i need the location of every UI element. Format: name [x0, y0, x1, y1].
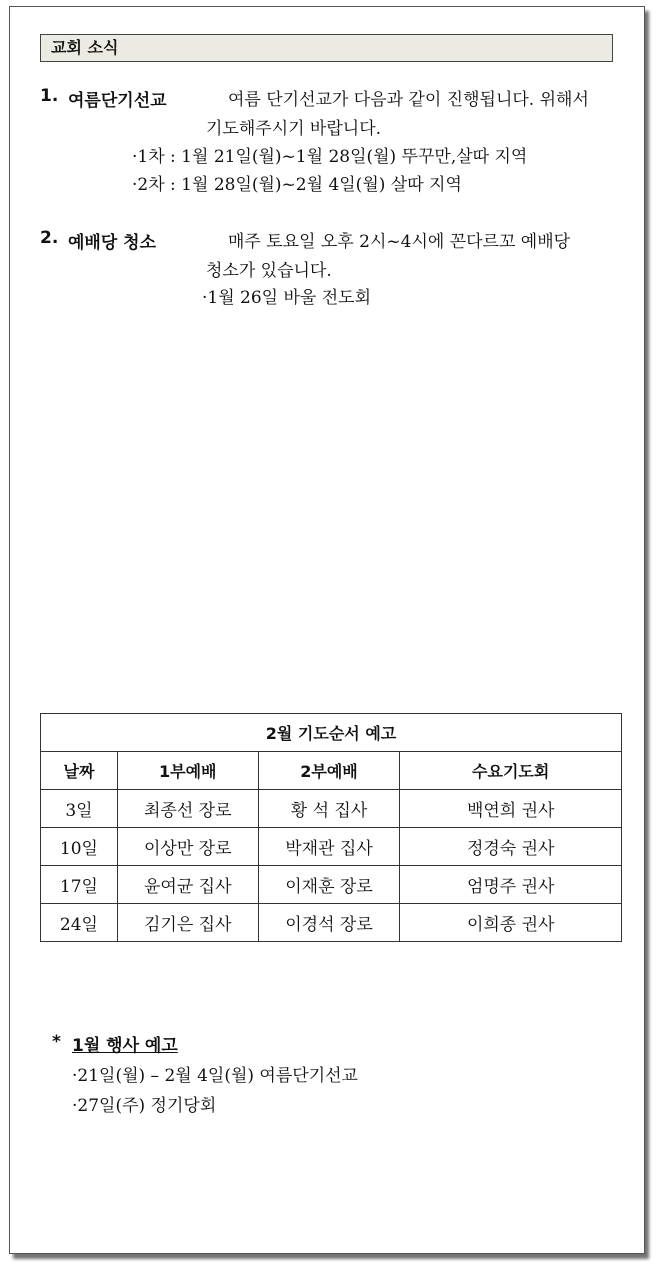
news-item-2-number: 2.: [40, 228, 59, 248]
cell-service-1: 윤여균 집사: [117, 866, 258, 904]
cell-date: 17일: [41, 866, 118, 904]
cell-wednesday-prayer: 정경숙 권사: [400, 828, 622, 866]
news-item-2-line1: 매주 토요일 오후 2시~4시에 꼰다르꼬 예배당: [228, 232, 571, 252]
news-item-1-line2: 기도해주시기 바랍니다.: [206, 119, 382, 139]
news-item-2-line2: 청소가 있습니다.: [206, 261, 332, 281]
event-item-1: ·21일(월) – 2월 4일(월) 여름단기선교: [72, 1066, 358, 1086]
cell-wednesday-prayer: 이희종 권사: [400, 904, 622, 942]
cell-wednesday-prayer: 백연희 권사: [400, 790, 622, 828]
cell-wednesday-prayer: 엄명주 권사: [400, 866, 622, 904]
cell-date: 10일: [41, 828, 118, 866]
prayer-table-title: 2월 기도순서 예고: [41, 714, 622, 752]
cell-date: 24일: [41, 904, 118, 942]
news-item-1-title: 여름단기선교: [68, 91, 167, 111]
cell-service-1: 이상만 장로: [117, 828, 258, 866]
news-item-1-line1: 여름 단기선교가 다음과 같이 진행됩니다. 위해서: [228, 90, 589, 110]
event-item-2: ·27일(주) 정기당회: [72, 1096, 217, 1116]
events-bullet: *: [52, 1032, 61, 1052]
table-header-row: [41, 752, 622, 790]
table-row: [41, 904, 622, 942]
cell-service-2: 이경석 장로: [258, 904, 400, 942]
news-item-1-detail-1: ·1차 : 1월 21일(월)~1월 28일(월) 뚜꾸만,살따 지역: [132, 147, 528, 167]
col-header-date: 날짜: [41, 752, 118, 790]
cell-service-2: 박재관 집사: [258, 828, 400, 866]
table-row: [41, 866, 622, 904]
prayer-schedule-table: [40, 713, 622, 942]
news-item-1-detail-2: ·2차 : 1월 28일(월)~2월 4일(월) 살따 지역: [132, 175, 462, 195]
section-header: 교회 소식: [40, 34, 613, 62]
col-header-wednesday-prayer: 수요기도회: [400, 752, 622, 790]
cell-service-2: 황 석 집사: [258, 790, 400, 828]
cell-service-2: 이재훈 장로: [258, 866, 400, 904]
events-title: 1월 행사 예고: [72, 1036, 178, 1056]
cell-service-1: 최종선 장로: [117, 790, 258, 828]
col-header-service-1: 1부예배: [117, 752, 258, 790]
news-item-2-title: 예배당 청소: [68, 233, 157, 253]
table-row: [41, 790, 622, 828]
cell-date: 3일: [41, 790, 118, 828]
table-row: [41, 828, 622, 866]
table-title-row: [41, 714, 622, 752]
col-header-service-2: 2부예배: [258, 752, 400, 790]
cell-service-1: 김기은 집사: [117, 904, 258, 942]
news-item-1-number: 1.: [40, 86, 59, 106]
news-item-2-detail-1: ·1월 26일 바울 전도회: [202, 288, 372, 308]
